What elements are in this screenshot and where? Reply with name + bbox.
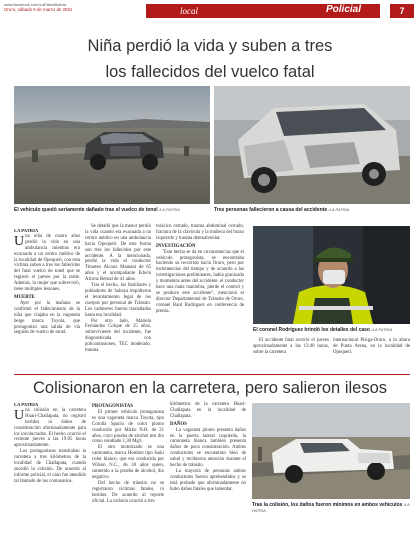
story2-paragraph-1-text: na colisión en la carretera Huari-Challapata, no registró heridos ni daños de consideración afortunadamente para los involucrados. El hecho ocurrió el reciente jueves a las 19:05 horas aproximadamente. [14, 407, 86, 449]
header-date: Oruro, sábado 6 de marzo de 2021 [4, 7, 73, 12]
photo3-caption-source: /LA PATRIA [371, 327, 393, 332]
story1-paragraph-7: "Este hecho se da en circunstancias que el vehículo protagonista, se encontraba haciendo su recorrido hacia Oruro, pero por inclemencias del tiempo y de acuerdo a las investigaciones preliminares, había granizado y momentos antes del accidente, el conductor hace una mala maniobra, pierde el control y se produce este accidente", mencionó el director Departamental de Tránsito de Oruro, coronel Raúl Rodríguez en conferencia de prensa. [156, 249, 244, 314]
story1-subhead-investigacion: INVESTIGACIÓN [156, 243, 196, 249]
story2-subhead-protagonistas: PROTAGONISTAS [92, 404, 133, 409]
photo3-caption [253, 327, 410, 333]
story1-paragraph-2: Ayer por la mañana se confirmó el fallecimiento de la niña que viajaba en la vagoneta beige marca Toyota, que protagonizó una salida de vía seguido de vuelco de tonel. [14, 300, 80, 336]
header-web[interactable]: www.facebook.com/LaPatriaBolivia [4, 2, 67, 7]
photo-damaged-vehicle [214, 86, 410, 204]
header-meta [4, 2, 144, 12]
photo4-caption [252, 502, 410, 514]
story2-paragraph-8: La mayoría de personas ambos conductores fueron aprehendidos y se está probado que afortunadamente no hubo daños fatales que lamentar. [170, 468, 246, 492]
photo2-caption-source: /LA PATRIA [328, 207, 350, 212]
photo2-caption-text: Tres personas fallecieron a causa del accidente [214, 207, 328, 213]
story1-paragraph-9: internacional Pisiga-Oruro, a la altura de Punta Arena, en la localidad de Opoqueri. [333, 338, 410, 355]
photo2-caption [214, 207, 410, 213]
story2-paragraph-7: La vagoneta plomo presenta daños en la puerta lateral izquierda, la camioneta blanca también presenta daños de poca consideración. Ambos conductores se encuentran bien de salud y recibieron atención durante el hecho de tránsito. [170, 427, 246, 469]
story1-column-1 [14, 228, 80, 336]
page-number: 7 [390, 4, 414, 18]
photo1-caption-text: El vehículo quedó seriamente dañado tras el vuelco de tonel [14, 207, 158, 213]
story1-column-5 [333, 338, 410, 356]
story2-dropcap: U [14, 407, 25, 423]
section-label: local [180, 6, 198, 16]
story1-paragraph-8: El accidente fatal ocurrió el jueves aproximadamente a las 13:40 horas, sobre la carretera [253, 338, 329, 355]
story1-headline-line1: Niña perdió la vida y suben a tres [87, 37, 333, 55]
photo1-caption [14, 207, 210, 213]
story2-paragraph-4: El otro motorizado es una camioneta, marca Hombre tipo Isuki color blanco, que era conducida por Wilson N.C., de 30 años quien, sometido a la prueba de alcohol, dio negativo. [92, 445, 164, 480]
photo-overturned-car-image [14, 86, 210, 204]
story1-byline: LA PATRIA [14, 228, 39, 233]
photo4-caption-text: Tras la colisión, los daños fueron mínimos en ambos vehículos [252, 502, 403, 508]
story1-paragraph-1-text: na niña de cuatro años perdió la vida en una ambulancia mientras era evacuada a un centro médico de la localidad de Opoqueri, con esta víctima suben a tres los fallecidos del fatal vuelco de tonel que se registró el jueves por la tarde. Además, la mujer que sobrevivió, tiene múltiples lesiones. [14, 233, 80, 293]
photo-coronel-image [253, 226, 410, 324]
photo-collision-vehicles [252, 403, 410, 499]
story2-byline: LA PATRIA [14, 402, 39, 407]
story1-headline-line2: los fallecidos del vuelco fatal [105, 63, 315, 81]
story1-paragraph-4: Tras el hecho, los familiares y pobladores de Sabaya impidieron el levantamiento legal de los cuerpos por personal de Tránsito. Los cadáveres fueron trasladados hasta esa localidad. [85, 283, 151, 318]
story1-paragraph-5: Por otro lado, Mariela Fernández Colque de 35 años, sobreviviente del incidente, fue diagnosticada con policontusiones, TEC moderado, trauma [85, 318, 151, 354]
story2-headline: Colisionaron en la carretera, pero salieron ilesos [32, 379, 388, 397]
story1-paragraph-6: torácico cerrado, trauma abdominal cerrado, fractura de la clavícula y la muñeca del brazo izquierdo y trauma dentoalveolar. [156, 224, 244, 241]
story2-paragraph-1 [14, 408, 86, 449]
logo: Policial [326, 4, 362, 15]
photo1-caption-source: /LA PATRIA [159, 207, 180, 212]
story1-column-3 [156, 224, 244, 315]
story1-column-2 [85, 224, 151, 354]
story1-paragraph-1 [14, 234, 80, 293]
story1-column-4 [253, 338, 329, 356]
photo3-caption-text: El coronel Rodríguez brindó los detalles del caso [253, 327, 370, 333]
story2-paragraph-5: Del hecho de tránsito no se registraron víctimas fatales, ni heridos. De acuerdo al reporte oficial. La colisión ocurrió a tres [92, 480, 164, 504]
story-divider [14, 374, 410, 375]
story2-column-3 [170, 402, 246, 493]
story2-column-2 [92, 402, 164, 504]
photo-overturned-car [14, 86, 210, 204]
story1-paragraph-3: Se detalló que la menor perdió la vida cuando era evacuada a un centro médico en una ambulancia hacia Opoqueri. De esta forma son tres los fallecidos por este accidente. A la mencionada, perdió la vida el conductor Timoteo Alconz Mamani de 65 años y el acompañante Edwin Alconz Bernal de 41 años. [85, 224, 151, 283]
story1-dropcap: U [14, 233, 25, 249]
story2-paragraph-6: kilómetros de la carretera Huari-Challapata en la localidad de Challapata. [170, 402, 246, 419]
photo-damaged-vehicle-image [214, 86, 410, 204]
story2-paragraph-3: El primer vehículo protagonista es una vagoneta marca Toyota, tipo Corolla Spacio de color plomo conducido por Mirko N.H. de 21 años, cuyo prueba de alcohol test dio como resultado 1,30 Mg/l. [92, 409, 164, 445]
photo-coronel [253, 226, 410, 324]
story2-paragraph-2: Los protagonistas transitaban la carretera a tres kilómetros de la localidad de Challapata, cuando sucedió la colisión. De acuerdo al informe policial, el caso fue atendido tal llamado de los comunarios. [14, 449, 86, 484]
photo-collision-vehicles-image [252, 403, 410, 499]
story2-subhead-danos: DAÑOS [170, 421, 187, 427]
logo-top: LA PATRIA [336, 0, 365, 5]
story1-subhead-muerte: MUERTE [14, 294, 35, 300]
story2-column-1 [14, 402, 86, 485]
photo4-caption-source: /LA PATRIA [252, 502, 410, 513]
